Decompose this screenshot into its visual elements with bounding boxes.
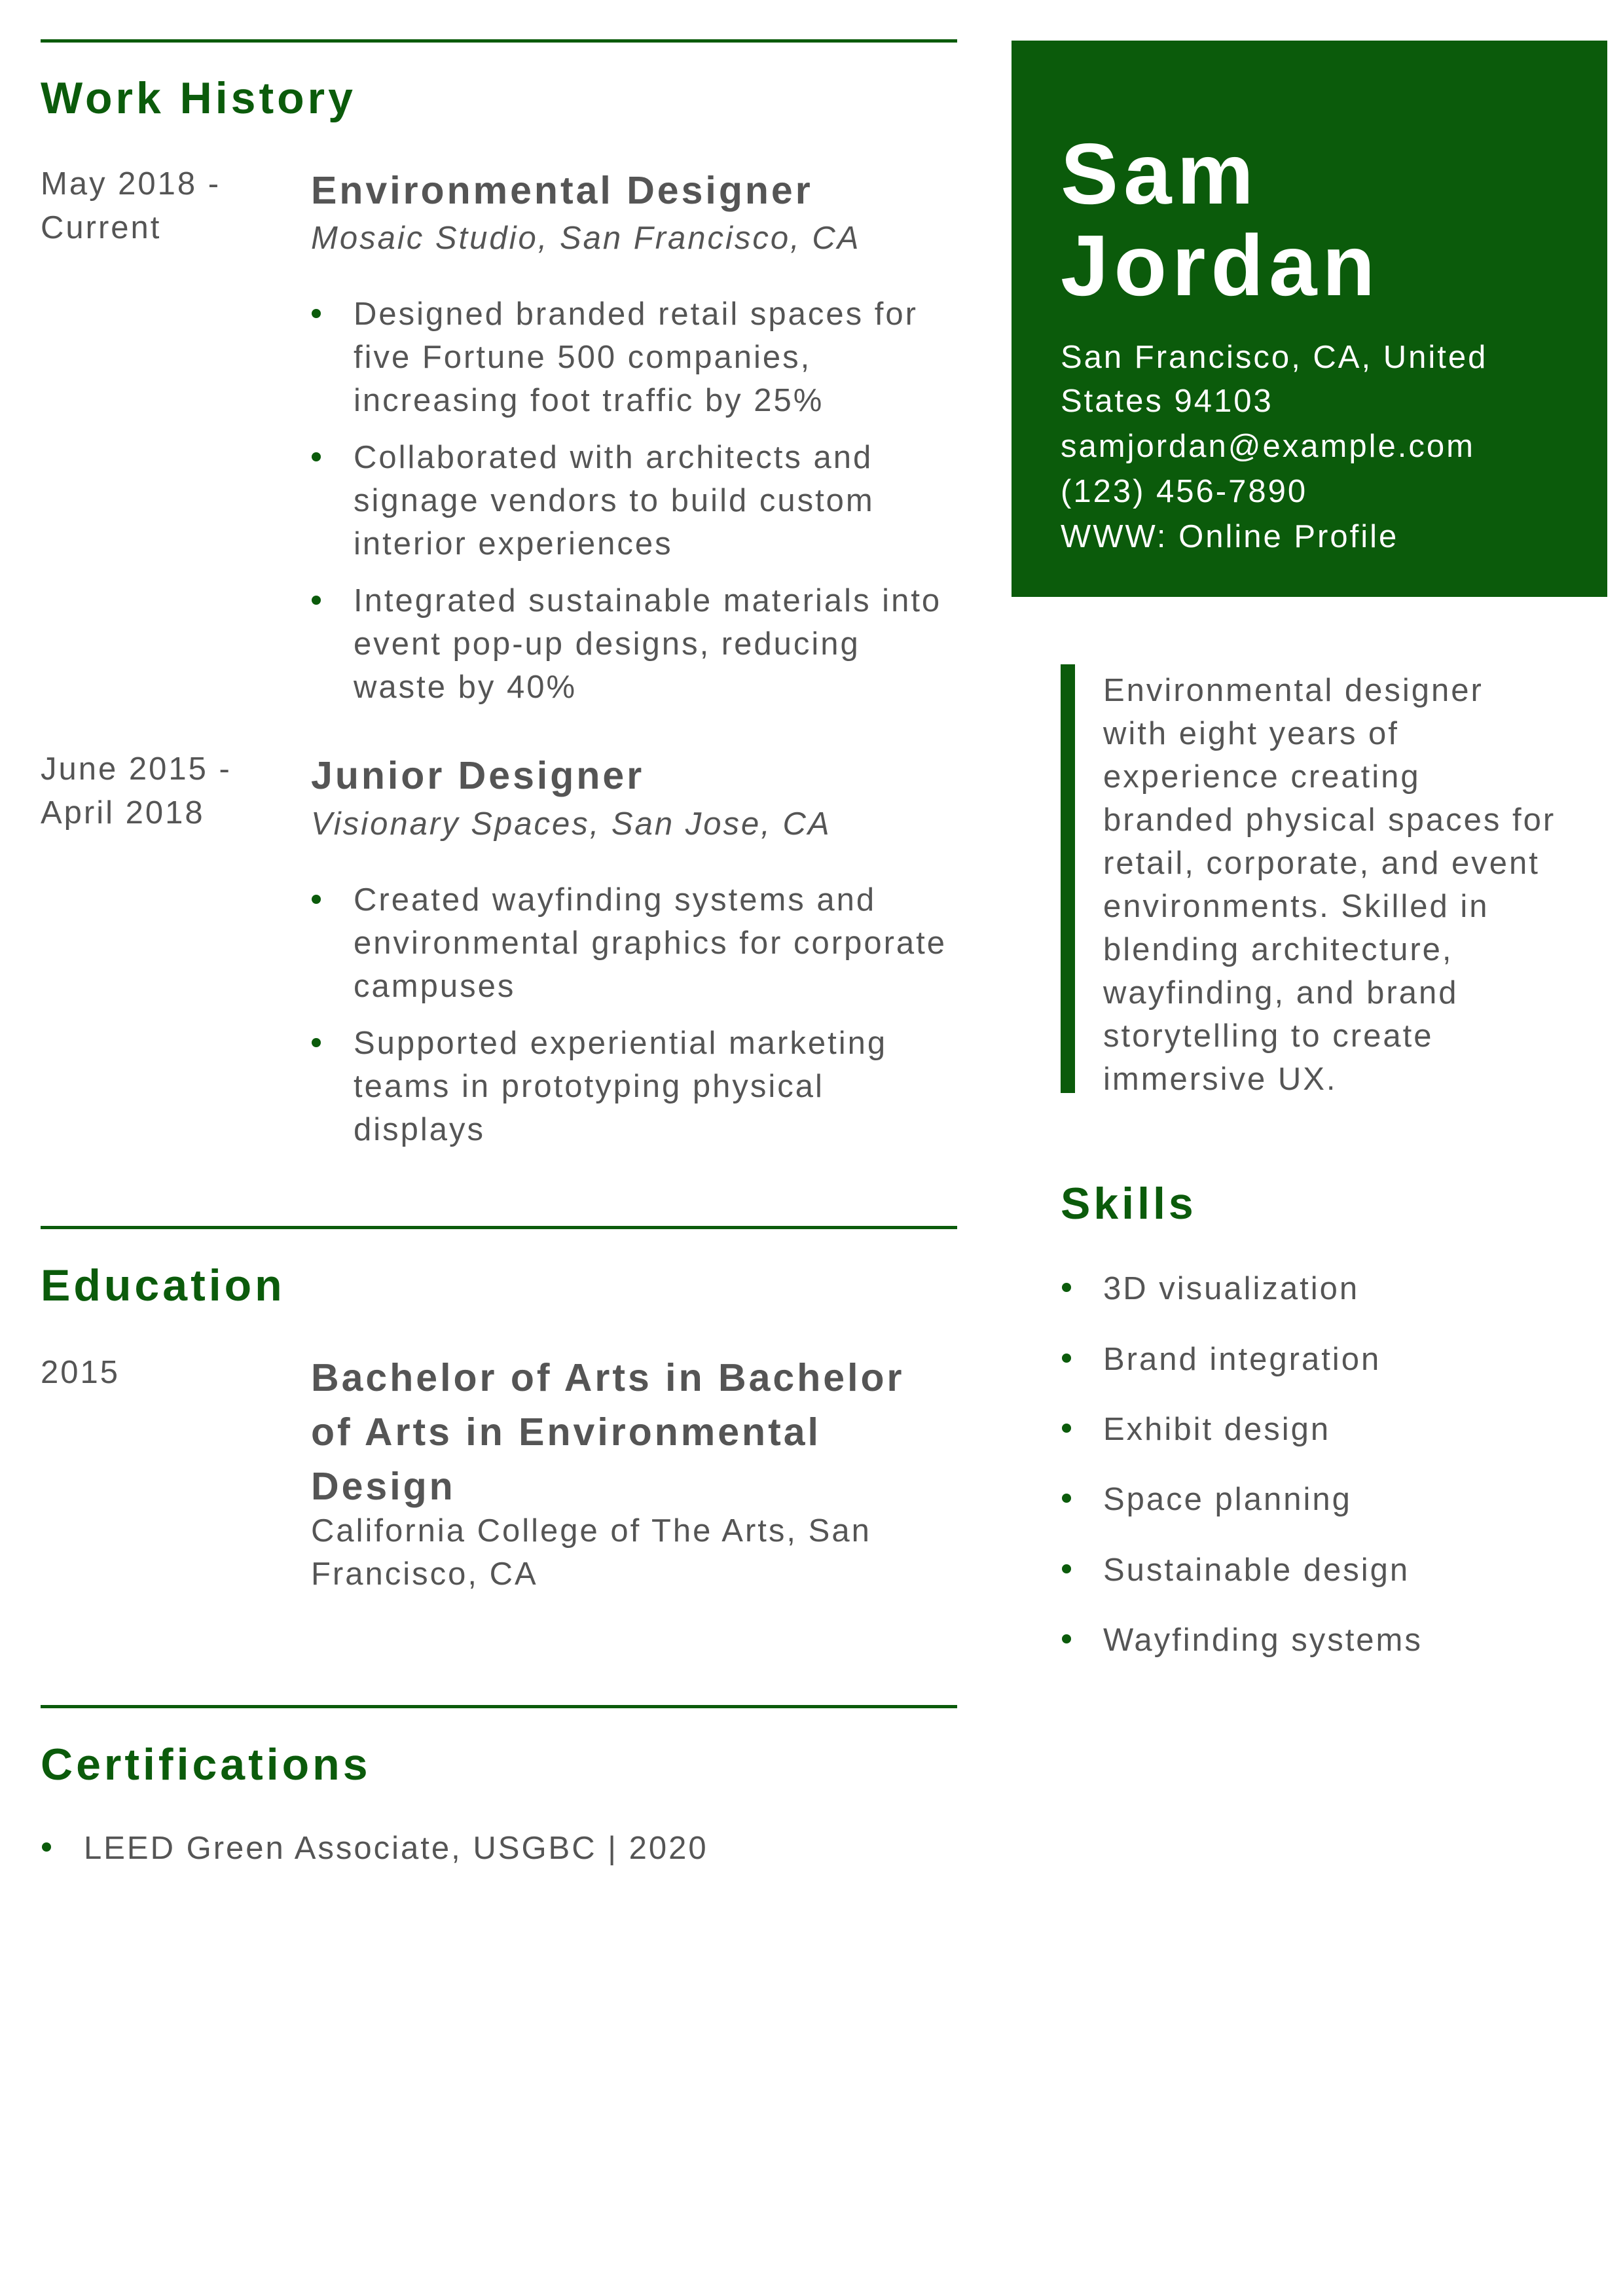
- skill-item: 3D visualization: [1103, 1271, 1360, 1306]
- job-company: Mosaic Studio, San Francisco, CA: [311, 221, 861, 256]
- bullet-icon: [1062, 1354, 1071, 1363]
- bullet-line: teams in prototyping physical: [354, 1069, 824, 1104]
- bullet-icon: [312, 309, 321, 318]
- job-bullet: [354, 436, 941, 565]
- education-divider: [41, 1226, 957, 1229]
- work-history-divider: [41, 39, 957, 43]
- phone-number: (123) 456-7890: [1061, 474, 1308, 509]
- degree-title: [311, 1351, 904, 1514]
- bullet-line: Created wayfinding systems and: [354, 882, 877, 918]
- skill-item: Sustainable design: [1103, 1552, 1410, 1588]
- bullet-icon: [312, 895, 321, 904]
- bullet-line: Collaborated with architects and: [354, 440, 873, 475]
- summary-line: wayfinding, and brand: [1103, 975, 1459, 1011]
- bullet-line: Integrated sustainable materials into: [354, 583, 942, 619]
- bullet-icon: [1062, 1424, 1071, 1433]
- bullet-line: waste by 40%: [354, 670, 577, 705]
- degree-line: Bachelor of Arts in Bachelor: [311, 1356, 905, 1399]
- certification-item: LEED Green Associate, USGBC | 2020: [84, 1831, 708, 1866]
- address-line: San Francisco, CA, United: [1061, 340, 1488, 375]
- last-name: Jordan: [1061, 217, 1381, 314]
- job-date-end: April 2018: [41, 795, 205, 831]
- education-heading: Education: [41, 1261, 285, 1310]
- summary-line: retail, corporate, and event: [1103, 846, 1540, 881]
- bullet-line: Supported experiential marketing: [354, 1026, 888, 1061]
- job-bullet: [354, 579, 941, 709]
- summary-line: immersive UX.: [1103, 1062, 1338, 1097]
- school-line: Francisco, CA: [311, 1556, 538, 1592]
- bullet-line: campuses: [354, 969, 516, 1004]
- bullet-icon: [42, 1842, 51, 1852]
- summary-line: blending architecture,: [1103, 932, 1453, 967]
- email-link[interactable]: samjordan@example.com: [1061, 429, 1475, 464]
- bullet-icon: [312, 1038, 321, 1047]
- job-company: Visionary Spaces, San Jose, CA: [311, 806, 831, 842]
- job-bullets: [354, 878, 947, 1151]
- summary-line: Environmental designer: [1103, 673, 1484, 708]
- summary-accent-bar: [1061, 664, 1075, 1093]
- bullet-icon: [1062, 1283, 1071, 1292]
- education-date: 2015: [41, 1355, 120, 1390]
- website-link[interactable]: WWW: Online Profile: [1061, 519, 1399, 554]
- skill-item: Brand integration: [1103, 1342, 1381, 1377]
- work-history-heading: Work History: [41, 73, 356, 123]
- job-date-start: May 2018 -: [41, 166, 221, 202]
- skill-item: Exhibit design: [1103, 1412, 1331, 1447]
- skill-item: Space planning: [1103, 1482, 1352, 1517]
- skill-item: Wayfinding systems: [1103, 1623, 1423, 1658]
- bullet-icon: [312, 452, 321, 461]
- address-line: States 94103: [1061, 384, 1273, 419]
- degree-line: Design: [311, 1465, 456, 1508]
- summary-line: branded physical spaces for: [1103, 802, 1556, 838]
- job-date: [41, 162, 221, 250]
- bullet-line: increasing foot traffic by 25%: [354, 383, 824, 418]
- certifications-divider: [41, 1705, 957, 1708]
- certifications-heading: Certifications: [41, 1740, 371, 1789]
- job-bullet: [354, 293, 941, 422]
- bullet-icon: [312, 596, 321, 605]
- job-title: Environmental Designer: [311, 169, 813, 212]
- header-box: [1012, 41, 1607, 597]
- bullet-icon: [1062, 1634, 1071, 1643]
- bullet-line: signage vendors to build custom: [354, 483, 875, 518]
- bullet-line: displays: [354, 1112, 486, 1147]
- bullet-line: Designed branded retail spaces for: [354, 296, 918, 332]
- school-name: [311, 1509, 871, 1596]
- job-date-end: Current: [41, 210, 162, 245]
- summary-line: experience creating: [1103, 759, 1421, 795]
- job-date: [41, 747, 232, 835]
- job-title: Junior Designer: [311, 754, 645, 797]
- bullet-line: interior experiences: [354, 526, 673, 562]
- degree-line: of Arts in Environmental: [311, 1410, 821, 1454]
- bullet-line: event pop-up designs, reducing: [354, 626, 860, 662]
- job-date-start: June 2015 -: [41, 751, 232, 787]
- skills-heading: Skills: [1061, 1179, 1197, 1229]
- bullet-line: five Fortune 500 companies,: [354, 340, 812, 375]
- school-line: California College of The Arts, San: [311, 1513, 871, 1549]
- summary-line: storytelling to create: [1103, 1018, 1434, 1054]
- summary-line: with eight years of: [1103, 716, 1399, 751]
- bullet-line: environmental graphics for corporate: [354, 925, 947, 961]
- job-bullet: [354, 1022, 947, 1151]
- first-name: Sam: [1061, 126, 1259, 222]
- summary-line: environments. Skilled in: [1103, 889, 1489, 924]
- bullet-icon: [1062, 1494, 1071, 1503]
- job-bullets: [354, 293, 941, 709]
- bullet-icon: [1062, 1564, 1071, 1573]
- job-bullet: [354, 878, 947, 1008]
